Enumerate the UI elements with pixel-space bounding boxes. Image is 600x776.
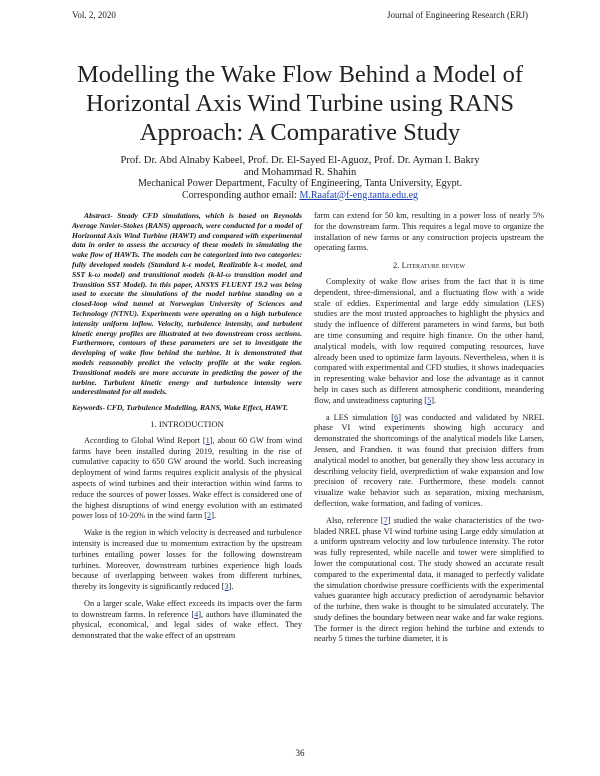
author-names-line1: Prof. Dr. Abd Alnaby Kabeel, Prof. Dr. El-Sayed El-Aguoz, Prof. Dr. Ayman I. Bakry — [120, 155, 480, 166]
text-run: a LES simulation [ — [326, 412, 395, 422]
citation-link[interactable]: 1 — [205, 435, 210, 445]
keywords: Keywords- CFD, Turbulence Modelling, RANS, Wake Effect, HAWT. — [72, 403, 289, 413]
citation-link[interactable]: 5 — [427, 395, 432, 405]
text-run: Also, reference [ — [326, 515, 384, 525]
section-heading-introduction: 1. INTRODUCTION — [150, 418, 224, 429]
author-block — [60, 155, 540, 201]
intro-paragraph-1 — [72, 436, 302, 522]
section-heading-literature-review — [314, 260, 544, 271]
review-paragraph-1 — [314, 277, 544, 407]
corresponding-line — [60, 190, 540, 202]
left-column — [72, 211, 302, 648]
review-paragraph-2 — [314, 413, 544, 510]
section-number: 2. — [393, 260, 400, 271]
review-paragraph-3 — [314, 516, 544, 646]
text-run: ] studied the wake characteristics of the two-bladed NREL phase VI wind turbine using Large eddy simulation at a uniform upstream velocity and low turbulence intensity. The rotor was fully represented, while nacelle and tower were simplified to lower the computational cost. The study showed an accurate result compared to the experimental data, it managed to perfectly validate the simulation chordwise pressure coefficients with the experimental values guarantee high accuracy prediction of aerodynamic behavior of the turbine, then wake is thought to be simulated accurately. The study defines the boundary between near wake and far wake regions. The former is the direct region behind the turbine and extends to nearby 5 times the turbine diameter, it is — [314, 515, 544, 644]
text-run: Complexity of wake flow arises from the fact that it is time dependent, three-dimensional, and a fluctuating flow with a wide scale of eddies. Experimental and large eddy simulation (LES) studies are the most trusted approaches to highlight the physics and study the influence of different parameters in wind farms, but both are time consuming and require high finance. On the other hand, analytical models, with low required computing resources, have already been used to optimize farm layouts. Nevertheless, when it is compared with experimental and CFD studies, it shows inadequacies in representing wake behavior and lose the advantage as it cannot help in cases such as different atmospheric conditions, meandering flow, and unsteadiness capturing [ — [314, 276, 544, 405]
citation-link[interactable]: 6 — [394, 412, 399, 422]
affiliation: Mechanical Power Department, Faculty of Engineering, Tanta University, Egypt. — [138, 178, 462, 189]
citation-link[interactable]: 3 — [224, 582, 229, 592]
text-run: ], authors have illuminated the physical, economical, and legal sides of wake effect. They demonstrated that the wake effect of an upstream — [72, 609, 302, 641]
citation-link[interactable]: 4 — [194, 609, 199, 619]
text-run: According to Global Wind Report [ — [84, 435, 206, 445]
intro-paragraph-4: farm can extend for 50 km, resulting in a power loss of nearly 5% for the downstream farm. This requires a legal move to organize the installation of new farms or any construction projects upstream the operating farms. — [314, 211, 544, 253]
text-run: ]. — [228, 582, 234, 592]
abstract: Abstract- Steady CFD simulations, which is based on Reynolds Average Navier-Stokes (RANS) approach, were conducted for a model of Horizontal Axis Wind Turbine (HAWT) and compared with experimental data in order to assess the accuracy of these models in simulating the wake flow of HAWTs. The models can be categorized into two categories: fully developed models (Standard k-ε model, Realizable k-ε model, and SST k-ω model) and transitional models (k-kl-ω transition model and Transition SST Model). In this paper, ANSYS FLUENT 19.2 was being used to execute the simulations of the model turbine standing on a closed-loop wind tunnel at Norwegian University of Sciences and Technology (NTNU). Experiments were operating on a high turbulence intensity uniform inflow. Velocity, turbulence intensity, and turbulent kinetic energy profiles are illustrated at two downstream cross sections. Furthermore, contours of these parameters are set to investigate the developing of wake flow behind the turbine. It is demonstrated that models reasonably predict the velocity profile at the wake region. Transitional models are more accurate in predicting the power of the turbine. Turbulent kinetic energy and turbulence intensity were underestimated for all models. — [72, 211, 302, 397]
citation-link[interactable]: 2 — [207, 511, 212, 521]
author-email-link[interactable]: M.Raafat@f-eng.tanta.edu.eg — [299, 189, 419, 201]
text-run: ]. — [211, 511, 217, 521]
journal-name: Journal of Engineering Research (ERJ) — [387, 10, 528, 20]
text-run: On a larger scale, Wake effect exceeds its impacts over the farm to downstream farms. In reference [ — [72, 598, 302, 619]
text-run: Wake is the region in which velocity is decreased and turbulence intensity is increased due to momentum extraction by the upstream turbines entailing power losses for the following downstream turbines. Moreover, downstream turbines experience high loads because of overlapping between wakes from different turbines, thereby its longevity is significantly reduced [ — [72, 528, 302, 592]
paper-title: Modelling the Wake Flow Behind a Model of Horizontal Axis Wind Turbine using RANS Approach: A Comparative Study — [76, 61, 523, 146]
right-column — [314, 211, 544, 651]
text-run: ] was conducted and validated by NREL phase VI wind experiments showing high accuracy and demonstrated the shortcomings of the analytical models like Larsen, Jensen, and Frandsen. it was found that precision differs from analytical model to another, but generally they show less accuracy in describing velocity field, overprediction of wake expansion and low precision of recovery rate. Furthermore, these models cannot visualize wake behavior such as separation, mixing mechanism, deflection, wake formation, and fading of vortices. — [314, 412, 544, 508]
section-title: Literature review — [401, 260, 465, 271]
text-run: ]. — [431, 395, 437, 405]
intro-paragraph-2 — [72, 528, 302, 593]
volume-label: Vol. 2, 2020 — [72, 10, 116, 20]
text-run: ], about 60 GW from wind farms have been installed during 2019, resulting in the rise of cumulative capacity to 650 GW around the world. Such increasing deployment of wind farms requires explicit analysis of the physical aspects of wind turbines and their interaction within wind farms to reduce the sources of power losses. Wake effect is considered one of the highest disruptions of wind energy evolution with an estimated power loss of 10-20% in the wind farm [ — [72, 435, 302, 521]
author-names-line2: and Mohammad R. Shahin — [243, 166, 357, 178]
intro-paragraph-3 — [72, 599, 302, 642]
corresponding-label: Corresponding author email: — [181, 189, 297, 201]
citation-link[interactable]: 7 — [383, 515, 388, 525]
page-number: 36 — [295, 748, 305, 758]
